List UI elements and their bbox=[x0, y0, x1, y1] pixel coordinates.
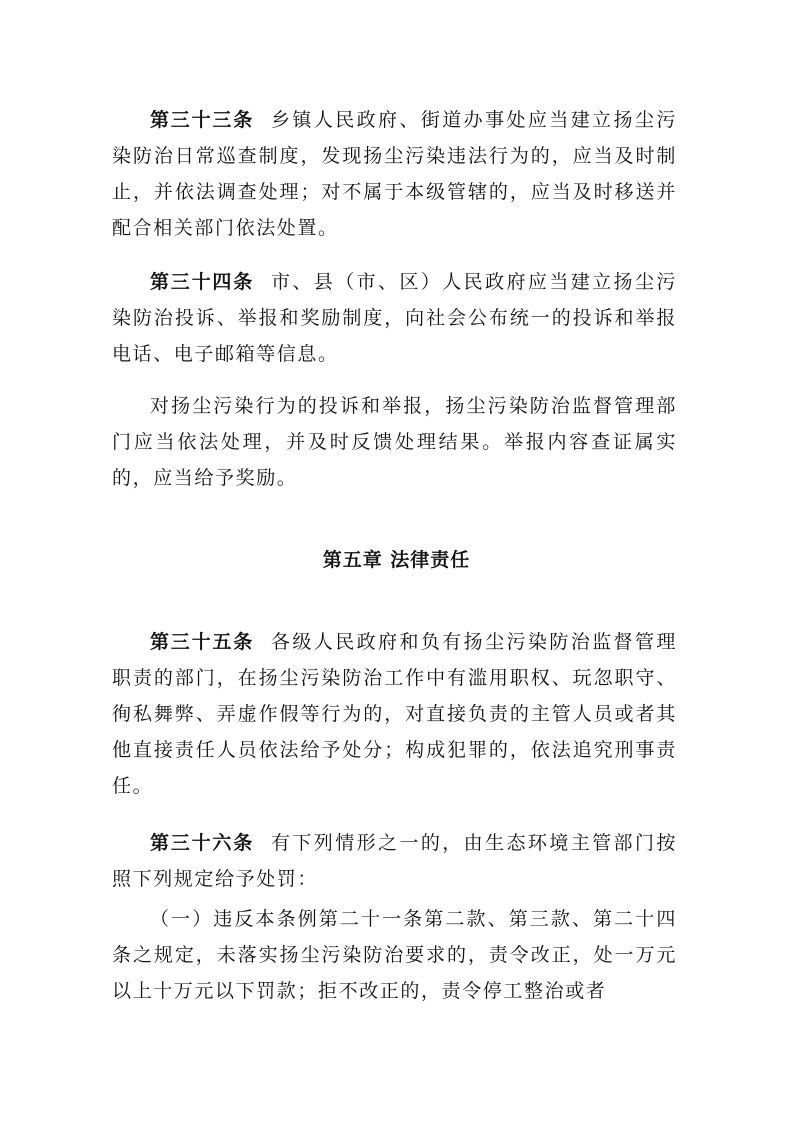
article-34-paragraph bbox=[112, 264, 677, 372]
article-35-number: 第三十五条 bbox=[150, 631, 255, 653]
article-34-text: 市、县（市、区）人民政府应当建立扬尘污染防治投诉、举报和奖励制度，向社会公布统一的投诉和举报电话、电子邮箱等信息。 bbox=[112, 271, 677, 365]
article-36-number: 第三十六条 bbox=[150, 832, 255, 854]
article-34-text-2: 对扬尘污染行为的投诉和举报，扬尘污染防治监督管理部门应当依法处理，并及时反馈处理结果。举报内容查证属实的，应当给予奖励。 bbox=[112, 395, 677, 489]
article-35-text: 各级人民政府和负有扬尘污染防治监督管理职责的部门，在扬尘污染防治工作中有滥用职权、玩忽职守、徇私舞弊、弄虚作假等行为的，对直接负责的主管人员或者其他直接责任人员依法给予处分；构成犯罪的，依法追究刑事责任。 bbox=[112, 631, 677, 797]
chapter-heading: 第五章 法律责任 bbox=[322, 549, 471, 571]
article-33-text: 乡镇人民政府、街道办事处应当建立扬尘污染防治日常巡查制度，发现扬尘污染违法行为的，应当及时制止，并依法调查处理；对不属于本级管辖的，应当及时移送并配合相关部门依法处置。 bbox=[112, 109, 677, 239]
article-36-item-1-text: （一）违反本条例第二十一条第二款、第三款、第二十四条之规定，未落实扬尘污染防治要求的，责令改正，处一万元以上十万元以下罚款；拒不改正的，责令停工整治或者 bbox=[112, 908, 677, 1002]
article-33-number: 第三十三条 bbox=[150, 109, 255, 131]
article-34-paragraph-2 bbox=[112, 388, 677, 496]
article-36-paragraph bbox=[112, 825, 677, 897]
article-35-paragraph bbox=[112, 624, 677, 804]
article-34-number: 第三十四条 bbox=[150, 271, 255, 293]
article-36-item-1 bbox=[112, 901, 677, 1009]
article-36-text: 有下列情形之一的，由生态环境主管部门按照下列规定给予处罚： bbox=[112, 832, 677, 890]
article-33-paragraph bbox=[112, 102, 677, 246]
